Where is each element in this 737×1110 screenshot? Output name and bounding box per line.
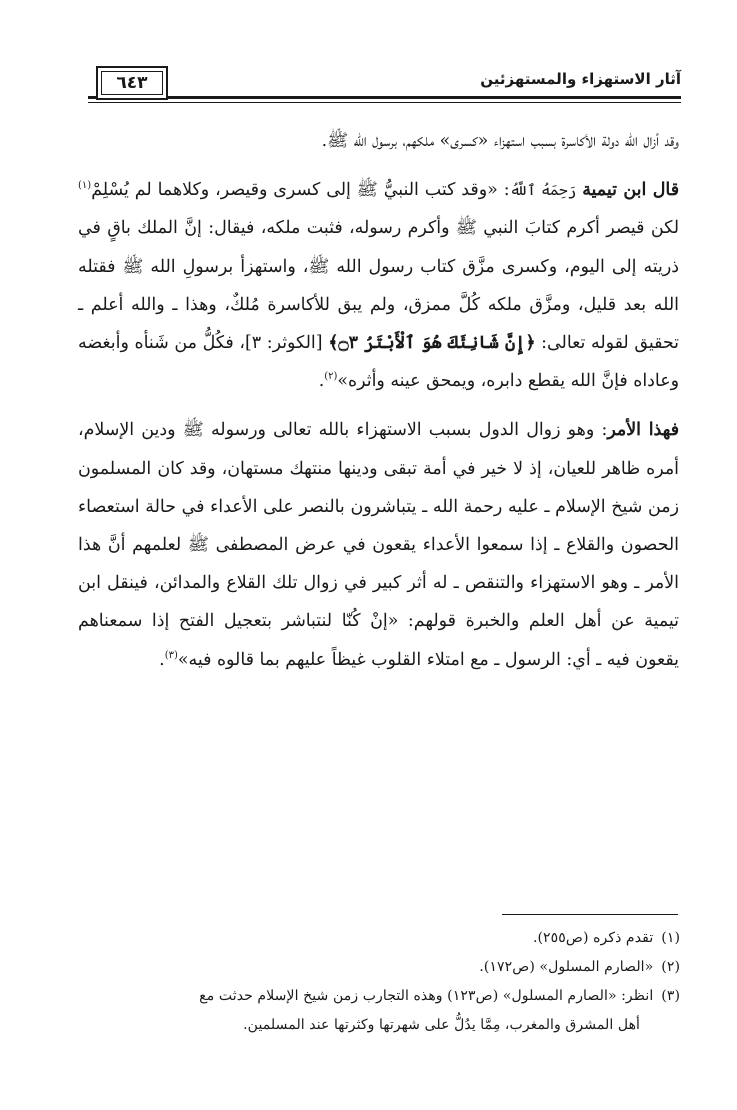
honorific: رَحِمَهُ ٱللَّهُ: [509, 181, 577, 200]
footnote-2: [72, 953, 680, 982]
footnote-separator: [502, 914, 678, 915]
paragraph-1: [78, 122, 679, 160]
footnote-ref-2[interactable]: (٢): [324, 371, 338, 383]
header-rule-thick: [88, 96, 681, 99]
page-number-box: [96, 66, 168, 100]
footnote-3-continuation: أهل المشرق والمغرب، مِمَّا يدُلُّ على شهرتها وكثرتها عند المسلمين.: [243, 1017, 640, 1033]
paragraph-3-lead: فهذا الأمر: [607, 420, 680, 441]
paragraph-3-text: : وهو زوال الدول بسبب الاستهزاء بالله تعالى ورسوله ﷺ ودين الإسلام، أمره ظاهر للعيان، إذ لا خير في أمة تبقى ودينها منتهك مستهان، وقد كان المسلمون زمن شيخ الإسلام ـ عليه رحمة الله ـ يتباشرون بالنصر على الأعداء في حالة استعصاء الحصون والقلاع ـ إذا سمعوا الأعداء يقعون في عرض المصطفى ﷺ لعلمهم أنَّ هذا الأمر ـ وهو الاستهزاء والتنقص ـ له أثر كبير في زوال تلك القلاع والمدائن، فينقل ابن تيمية عن أهل العلم والخبرة قولهم: «إنْ كُنّا لنتباشر بتعجيل الفتح إذا سمعناهم يقعون فيه ـ أي: الرسول ـ مع امتلاء القلوب غيظاً عليهم بما قالوه فيه»: [78, 420, 679, 670]
footnote-ref-3[interactable]: (٣): [164, 649, 178, 661]
paragraph-2-text-a: : «وقد كتب النبيُّ ﷺ إلى كسرى وقيصر، وكلاهما لم يُسْلِمْ: [91, 180, 510, 201]
paragraph-2-end: .: [318, 371, 325, 392]
main-text: [78, 122, 679, 679]
footnote-1-text: تقدم ذكره (ص٢٥٥).: [532, 930, 654, 946]
footnote-1-number: (١): [661, 930, 680, 946]
quran-verse: ﴿إِنَّ شَانِئَكَ هُوَ ٱلْأَبْتَرُ ۝٣﴾: [328, 333, 536, 354]
paragraph-3: [78, 411, 679, 678]
footnote-3-number: (٣): [661, 988, 680, 1004]
paragraph-3-end: .: [159, 649, 165, 670]
paragraph-2-lead: قال ابن تيمية: [582, 180, 680, 201]
header-rule-thin: [88, 102, 681, 103]
footnote-3: [72, 982, 680, 1011]
footnote-ref-1[interactable]: (١): [78, 180, 92, 192]
footnote-2-text: «الصارم المسلول» (ص١٧٢).: [479, 959, 654, 975]
page-number: ٦٤٣: [101, 71, 163, 95]
paragraph-2-text-c: [الكوثر: ٣]، فكُلُّ من شَنأه وأبغضه وعاداه فإنَّ الله يقطع دابره، ويمحق عينه وأثره»: [78, 333, 679, 392]
running-title: آثار الاستهزاء والمستهزئين: [480, 70, 681, 88]
page-header: [88, 62, 681, 106]
paragraph-2-text-b: لكن قيصر أكرم كتابَ النبي ﷺ وأكرم رسوله، فثبت ملكه، فيقال: إنَّ الملك باقٍ في ذريته إلى اليوم، وكسرى مزَّق كتاب رسول الله ﷺ، واستهزأ برسولِ الله ﷺ فقتله الله بعد قليل، ومزَّق ملكه كُلَّ ممزق، ولم يبق للأكاسرة مُلكٌ، وهذا ـ والله أعلم ـ تحقيق لقوله تعالى:: [78, 218, 679, 354]
paragraph-2: [78, 171, 679, 400]
footnote-3-text: انظر: «الصارم المسلول» (ص١٢٣) وهذه التجارب زمن شيخ الإسلام حدثت مع: [199, 988, 654, 1004]
footnotes: [72, 924, 680, 1040]
footnote-2-number: (٢): [661, 959, 680, 975]
paragraph-1-text: وقد أزال الله دولة الأكاسرة بسبب استهزاء «كسرى» ملكهم، برسول الله ﷺ.: [321, 131, 679, 151]
footnote-1: [72, 924, 680, 953]
